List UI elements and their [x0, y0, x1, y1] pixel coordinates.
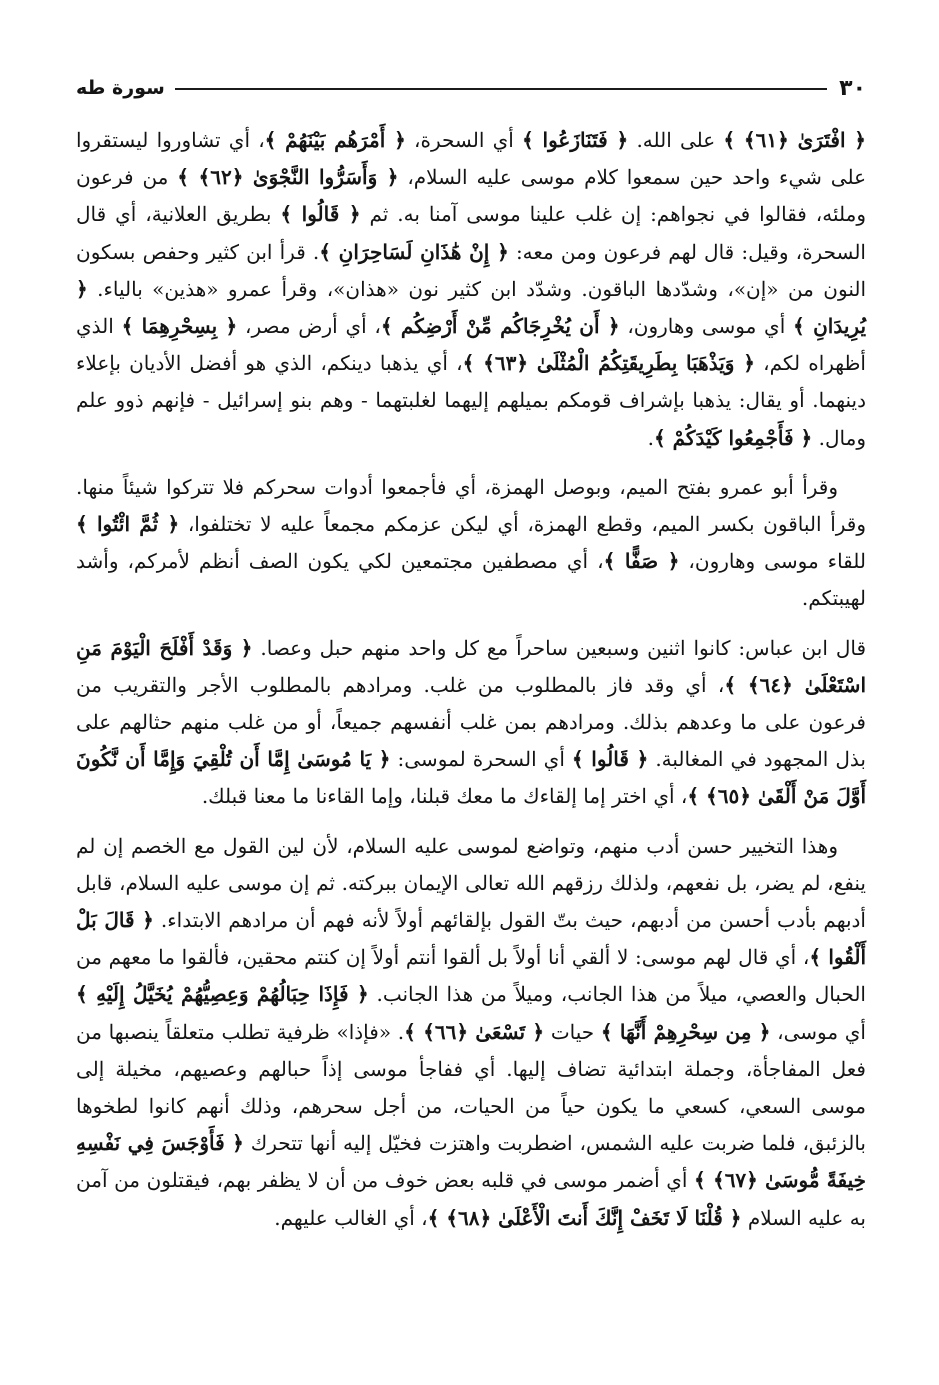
- quran-quote: ﴿ فَتَنَازَعُوا ﴾: [522, 128, 629, 152]
- quran-quote: ﴿ افْتَرَىٰ ﴿٦١﴾ ﴾: [723, 128, 867, 152]
- quran-quote: ﴿ فَإِذَا حِبَالُهُمْ وَعِصِيُّهُمْ يُخَيَّلُ إِلَيْهِ ﴾: [76, 982, 369, 1007]
- commentary-text: أي موسى وهارون،: [619, 314, 794, 339]
- commentary-text: من فرعون وملئه، فقالوا في نجواهم: إن غلب علينا موسى آمنا به. ثم: [76, 165, 867, 227]
- commentary-text: أي السحرة،: [405, 128, 522, 152]
- commentary-text: أي أضمر موسى في قلبه بعض خوف من أن لا يظفر بهم، فيقتلون من آمن به عليه السلام: [76, 1168, 866, 1230]
- commentary-text: بطريق العلانية، أي قال السحرة، وقيل: قال لهم فرعون ومن معه:: [76, 202, 866, 264]
- paragraph: [76, 630, 866, 816]
- commentary-text: ، أي أرض مصر،: [237, 314, 381, 339]
- quran-quote: ﴿ يَا مُوسَىٰ إِمَّا أَن تُلْقِيَ وَإِمَّا أَن نَّكُونَ أَوَّلَ مَنْ أَلْقَىٰ ﴿٦٥﴾ ﴾: [76, 747, 866, 809]
- quran-quote: ﴿ فَأَجْمِعُوا كَيْدَكُمْ ﴾: [653, 425, 813, 450]
- commentary-text: أي السحرة لموسى:: [390, 747, 572, 772]
- quran-quote: ﴿ بِسِحْرِهِمَا ﴾: [121, 314, 238, 339]
- commentary-text: وهذا التخيير حسن أدب منهم، وتواضع لموسى عليه السلام، لأن لين القول مع الخصم إن لم ينفع، لم يضر، بل نفعهم، ولذلك رزقهم الله تعالى الإيمان ببركته. ثم إن موسى عليه السلام، قابل أدبهم بأدب أحسن من أدبهم، حيث بتّ القول بإلقائهم أولاً لأنه فهم أن مرادهم الابتداء.: [76, 833, 866, 933]
- paragraph: [76, 828, 866, 1237]
- quran-quote: ﴿ قَالُوا ﴾: [571, 747, 649, 772]
- commentary-text: وقرأ أبو عمرو بفتح الميم، وبوصل الهمزة، أي فأجمعوا أدوات سحركم فلا تتركوا شيئاً منها. وقرأ الباقون بكسر الميم، وقطع الهمزة، أي ليكن عزمكم مجمعاً عليه لا تختلفوا،: [76, 474, 867, 537]
- quran-quote: ﴿ قَالَ بَلْ أَلْقُوا ﴾: [76, 908, 866, 970]
- commentary-text: . «فإذا» ظرفية تطلب متعلقاً ينصبها من فعل المفاجأة، وجملة ابتدائية تضاف إليها. أي ففاجأ موسى إذاً حبالهم وعصيهم، مخيلة إلى موسى السعي، كسعي ما يكون حياً من الحيات، من أجل سحرهم، وذلك أنهم كانوا لطخوها بالزئبق، فلما ضربت عليه الشمس، اضطربت واهتزت فخيّل إليه أنها تتحرك: [76, 1019, 866, 1156]
- commentary-text: للقاء موسى وهارون،: [679, 549, 866, 574]
- commentary-text: قال ابن عباس: كانوا اثنين وسبعين ساحراً مع كل واحد منهم حبل وعصا.: [252, 635, 867, 660]
- commentary-text: ، أي الغالب عليهم.: [274, 1205, 428, 1230]
- commentary-text: ، أي مصطفين مجتمعين لكي يكون الصف أنظم لأمركم، وأشد لهيبتكم.: [76, 549, 866, 611]
- quran-quote: ﴿ أَمْرَهُم بَيْنَهُمْ ﴾: [264, 128, 406, 152]
- commentary-text: الذي أظهراه لكم،: [76, 314, 866, 376]
- quran-quote: ﴿ إِنْ هَٰذَانِ لَسَاحِرَانِ ﴾: [319, 239, 509, 264]
- quran-quote: ﴿ فَأَوْجَسَ فِي نَفْسِهِ خِيفَةً مُّوسَىٰ ﴿٦٧﴾ ﴾: [76, 1131, 866, 1193]
- commentary-text: . قرأ ابن كثير وحفص بسكون النون من «إن»، وشدّدها الباقون. وشدّد ابن كثير نون «هذان»، وقرأ عمرو «هذين» بالياء.: [76, 239, 866, 301]
- commentary-text: حيات: [544, 1019, 601, 1044]
- commentary-text: أي موسى،: [770, 1019, 866, 1044]
- quran-quote: ﴿ وَأَسَرُّوا النَّجْوَىٰ ﴿٦٢﴾ ﴾: [177, 165, 399, 190]
- commentary-text: ، أي تشاوروا ليستقروا على شيء واحد حين سمعوا كلام موسى عليه السلام،: [76, 128, 866, 190]
- quran-quote: ﴿ وَيَذْهَبَا بِطَرِيقَتِكُمُ الْمُثْلَىٰ ﴿٦٣﴾ ﴾: [462, 351, 755, 376]
- commentary-text: .: [647, 425, 654, 450]
- page-header: [76, 70, 866, 106]
- commentary-text: ، أي اختر إما إلقاءك ما معك قبلنا، وإما القاءنا ما معنا قبلك.: [201, 784, 688, 809]
- quran-quote: ﴿ صَفًّا ﴾: [603, 549, 680, 574]
- quran-quote: ﴿ مِن سِحْرِهِمْ أَنَّهَا ﴾: [600, 1019, 771, 1044]
- commentary-text: ، أي يذهبا دينكم، الذي هو أفضل الأديان بإعلاء دينهما. أو يقال: يذهبا بإشراف قومكم بميلهم إليهما لغلبتهما - وهم بنو إسرائيل - فإنهم ذوو علم ومال.: [76, 351, 866, 450]
- paragraph: [76, 469, 866, 618]
- header-rule: [175, 88, 827, 90]
- commentary-body: [76, 122, 866, 1237]
- quran-quote: ﴿ أَن يُخْرِجَاكُم مِّنْ أَرْضِكُم ﴾: [380, 314, 620, 339]
- commentary-text: على الله.: [628, 128, 724, 152]
- quran-quote: ﴿ وَقَدْ أَفْلَحَ الْيَوْمَ مَنِ اسْتَعْلَىٰ ﴿٦٤﴾ ﴾: [76, 635, 866, 697]
- quran-quote: ﴿ ثُمَّ ائْتُوا ﴾: [76, 512, 180, 537]
- paragraph: [76, 122, 866, 457]
- quran-quote: ﴿ يُرِيدَانِ ﴾: [76, 276, 867, 339]
- quran-quote: ﴿ قُلْنَا لَا تَخَفْ إِنَّكَ أَنتَ الْأَعْلَىٰ ﴿٦٨﴾ ﴾: [427, 1205, 742, 1230]
- commentary-text: ، أي وقد فاز بالمطلوب من غلب. ومرادهم بالمطلوب الأجر والتقريب من فرعون على ما وعدهم بذلك. ومرادهم بمن غلب أنفسهم جميعاً، أو من غلب منهم حثالهم على بذل المجهود في المغالبة.: [76, 672, 866, 772]
- surah-title: سورة طه: [76, 77, 165, 99]
- page: [76, 70, 866, 1370]
- page-number: ٣٠: [839, 75, 866, 101]
- quran-quote: ﴿ تَسْعَىٰ ﴿٦٦﴾ ﴾: [404, 1019, 545, 1044]
- commentary-text: ، أي قال لهم موسى: لا ألقي أنا أولاً بل ألقوا أنتم أولاً إن كنتم محقين، فألقوا ما معهم من الحبال والعصي، ميلاً من هذا الجانب، وميلاً من هذا الجانب.: [76, 945, 866, 1007]
- quran-quote: ﴿ قَالُوا ﴾: [280, 202, 361, 227]
